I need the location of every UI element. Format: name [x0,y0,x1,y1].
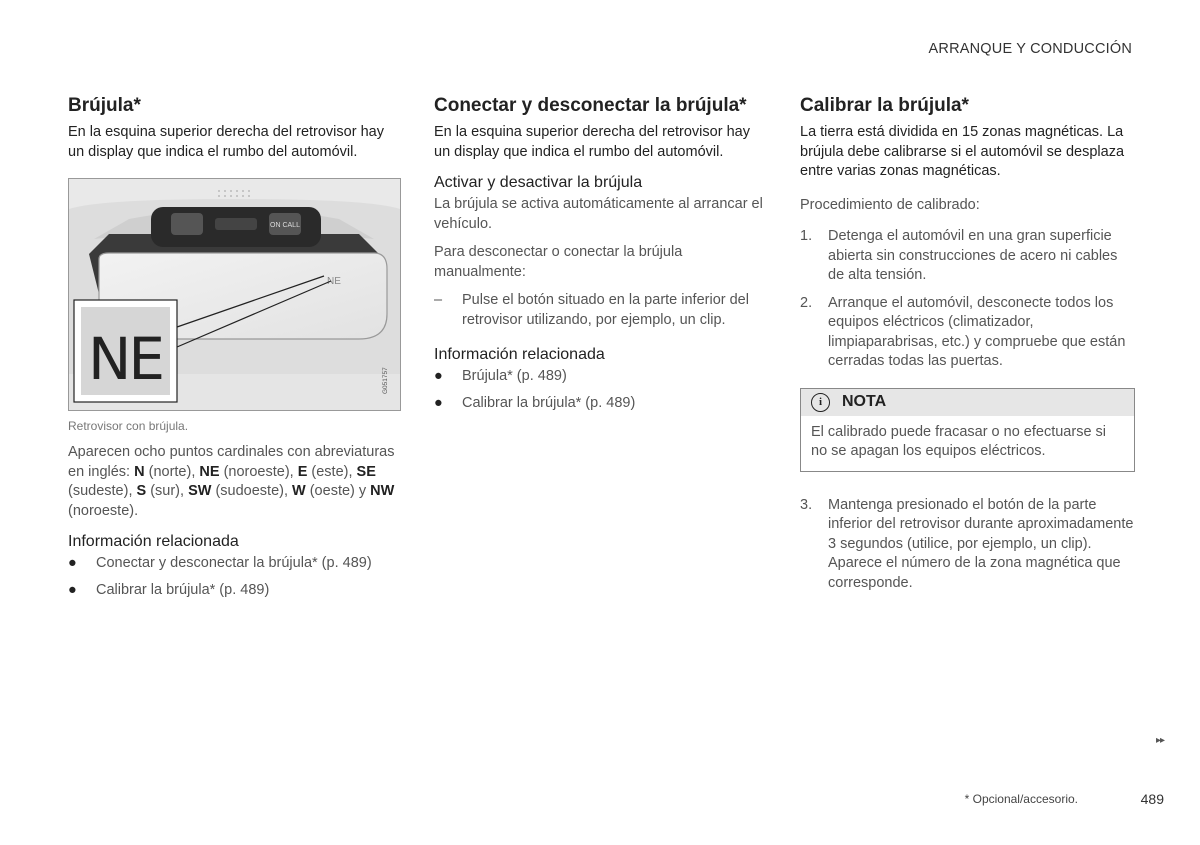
paragraph: Para desconectar o conectar la brújula manualmente: [434,244,683,280]
instruction-item: – Pulse el botón situado en la parte inferior del retrovisor utilizando, por ejemplo, un clip. [434,292,749,328]
column-brujula [68,95,403,607]
column-conectar [434,95,769,420]
page-number: 489 [1140,791,1164,807]
steps-list [800,227,1135,372]
paragraph: La brújula se activa automáticamente al arrancar el vehículo. [434,196,763,232]
instruction-list [434,291,769,330]
mirror-illustration [68,178,401,411]
section-title: Brújula* [68,95,141,116]
related-link[interactable]: ● Calibrar la brújula* (p. 489) [68,581,270,598]
section-title: Calibrar la brújula* [800,95,969,116]
display-large-label: NE [87,325,163,393]
related-links-list [434,367,769,413]
step-item: 2. Arranque el automóvil, desconecte todos los equipos eléctricos (climatizador, limpiaparabrisas, etc.) y compruebe que están cerradas todas las puertas. [800,294,1126,369]
intro-text: La tierra está dividida en 15 zonas magnéticas. La brújula debe calibrarse si el automóvil se desplaza entre varias zonas magnéticas. [800,124,1125,179]
related-info-heading: Información relacionada [68,533,239,550]
note-title: NOTA [842,393,887,410]
intro-text: En la esquina superior derecha del retrovisor hay un display que indica el rumbo del automóvil. [68,124,384,160]
mirror-compass-image [69,179,400,410]
continue-arrows-icon: ▸▸ [1155,735,1164,746]
procedure-label: Procedimiento de calibrado: [800,196,980,213]
footnote: * Opcional/accesorio. [964,792,1078,806]
running-header: ARRANQUE Y CONDUCCIÓN [928,41,1132,57]
note-body: El calibrado puede fracasar o no efectuarse si no se apagan los equipos eléctricos. [811,423,1107,459]
note-header [801,389,1134,416]
related-info-heading: Información relacionada [434,346,605,363]
steps-list-continued [800,496,1135,594]
subsection-heading: Activar y desactivar la brújula [434,174,643,191]
svg-text:ON CALL: ON CALL [270,222,300,229]
related-link[interactable]: ● Conectar y desconectar la brújula* (p. 489) [68,555,372,571]
step-item: 1. Detenga el automóvil en una gran superficie abierta sin construcciones de acero ni cables de alta tensión. [800,228,1118,283]
related-link[interactable]: ● Brújula* (p. 489) [434,368,567,384]
intro-text: En la esquina superior derecha del retrovisor hay un display que indica el rumbo del automóvil. [434,124,750,160]
section-title: Conectar y desconectar la brújula* [434,95,747,116]
figure-code: G051757 [382,367,389,394]
step-item: 3. Mantenga presionado el botón de la parte inferior del retrovisor durante aproximadamente 3 segundos (utilice, por ejemplo, un clip). Aparece el número de la zona magnética que corresponde. [800,496,1134,591]
info-icon: i [811,393,830,412]
display-small-label: NE [327,276,341,287]
cardinal-points-text: Aparecen ocho puntos cardinales con abreviaturas en inglés: N (norte), NE (noroeste), E (este), SE (sudeste), S (sur), SW (sudoeste), W (oeste) y NW (noroeste). [68,444,395,519]
related-links-list [68,554,403,600]
figure-caption: Retrovisor con brújula. [68,419,189,433]
column-calibrar [800,95,1135,601]
note-box [800,388,1135,472]
related-link[interactable]: ● Calibrar la brújula* (p. 489) [434,394,636,411]
